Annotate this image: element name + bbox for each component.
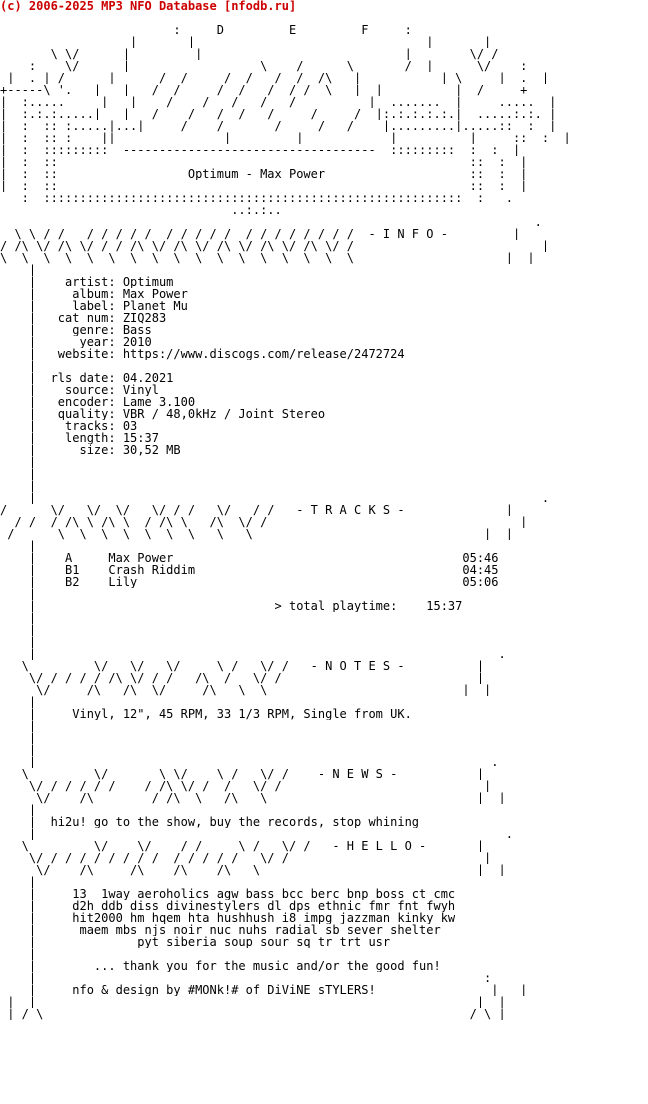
nfo-line: : :::::::::::::::::::::::::::::::::::::::::::::::::::::::::: : . [0,192,513,204]
nfo-line: | hit2000 hm hqem hta hushhush i8 impg jazzman kinky kw [0,912,456,924]
nfo-line: | B2 Lily 05:06 [0,576,499,588]
nfo-line: | : :: Optimum - Max Power :: : | [0,168,528,180]
nfo-line: | : :: : ||_______________| |____________| | :: : | [0,132,571,144]
nfo-line: | [0,360,37,372]
nfo-line: \/ /_/ /_/ /_/ / /__/ /_/ /_/ __\/_/ | [0,852,492,864]
nfo-line: | Vinyl, 12", 45 RPM, 33 1/3 RPM, Single from UK. [0,708,412,720]
nfo-line: | hi2u! go to the show, buy the records, stop whining [0,816,420,828]
nfo-line: | [0,744,37,756]
nfo-line: | [0,480,37,492]
nfo-line: | [0,804,37,816]
nfo-line: __ _| |_ _| |_ __ [0,36,564,48]
nfo-line: | nfo & design by #MONk!# of DiViNE sTYLERS! | | [0,984,528,996]
nfo-line: | [0,540,37,552]
nfo-line: |_/ \ / \_| [0,1008,506,1020]
nfo-line: | maem mbs njs noir nuc nuhs radial sb sever shelter [0,924,441,936]
nfo-line: +-----\ '. | |___/ /_____/__/___/__/_/ \___| | | /_____+ [0,84,528,96]
nfo-line: \/ /_/ /_/ /____/ /\ \/ /__/ __\/_/ | [0,780,492,792]
nfo-line: _\ \_/ /__ / /_/ /_/ /_/ /_/ /__/ /_/ /_/ /_/ / - I N F O - | [0,228,521,240]
nfo-line: | [0,876,37,888]
nfo-line: | 13 1way aeroholics agw bass bcc berc bnp boss ct cmc [0,888,456,900]
nfo-line: ___|__ ___ __ ___ __ ___ ___ __________________________________ __. [0,492,550,504]
nfo-line: | :..... | | / / / / / _____ | ....... | ..... | [0,96,557,108]
nfo-line: \ __ __ \/ _____ \ \/ __\_/ __\/ / - N E W S - | [0,768,485,780]
nfo-line: | [0,948,37,960]
nfo-line: /__ __\/ _ \/ _\/ __\/ /_/ __\/ __/ / - T R A C K S - | [0,504,513,516]
nfo-line: \/____/\________/ /\__\___/\___\_____________________________|__| [0,792,506,804]
nfo-line: | [0,264,37,276]
nfo-line: | ________________________________________________ [0,624,427,636]
nfo-line: | A Max Power 05:46 [0,552,499,564]
nfo-line: | : :: :: : | [0,180,528,192]
nfo-line: | year: 2010 [0,336,152,348]
nfo-line: | album: Max Power [0,288,188,300]
nfo-line: | [0,636,37,648]
nfo-line: | length: 15:37 [0,432,159,444]
nfo-line: | |_____________________________________________________________| | [0,996,506,1008]
nfo-line: | : :: :: : | [0,156,528,168]
nfo-line: /_/ /_/\_\_/\_\__/_/\_\___/\__\/_/ | [0,516,528,528]
nfo-line: | [0,588,37,600]
nfo-line: | ... thank you for the music and/or the good fun! [0,960,441,972]
nfo-line: /______\__\__\__\__\__\__\___\___\________________________________|__| [0,528,513,540]
nfo-line: | B1 Crash Riddim 04:45 [0,564,499,576]
nfo-line: \_\/______| |________ _______________ |_______ \/_/ [0,48,499,60]
nfo-line: | source: Vinyl [0,384,159,396]
nfo-line: | website: https://www.discogs.com/release/2472724 [0,348,405,360]
nfo-line: _|________ ____ _____ ______ ______________________________ __. [0,828,513,840]
nfo-line: | tracks: 03 [0,420,138,432]
nfo-line: |_ . |_/______|_ / / / / / / /\ |_ _______ _|_\____ |_ . _| [0,72,550,84]
nfo-line: \/_/ /_/ /_/\_\/_/ /___/\__/ __\/_/ | [0,672,485,684]
nfo-line: _:_ \/ | ____ _\ / \_ / | \/ _:_ [0,60,535,72]
nfo-line: _:_ D E F _:_ [0,24,420,36]
nfo-line: _|___________________________________________________________ _:_ [0,972,499,984]
nfo-line: \/_____/\___/\__\/_____/\___\__\___________________________|__| [0,684,492,696]
nfo-line: | [0,696,37,708]
nfo-line: | : ::::::::: ----------------------------------- ::::::::: : : | [0,144,521,156]
nfo-line: | d2h ddb diss divinestylers dl dps ethnic fmr fnt fwyh [0,900,456,912]
nfo-line: | [0,612,37,624]
nfo-line: | artist: Optimum [0,276,174,288]
nfo-line: | [0,720,37,732]
nfo-line: | ________________________________________________ [0,468,427,480]
nfo-line: | rls date: 04.2021 [0,372,174,384]
nfo-line: \ __ __ \/ _ \/ __\/ ___ \_/ __\/ / - N O T E S - | [0,660,485,672]
nfo-line: | pyt siberia soup sour sq tr trt usr [0,936,391,948]
nfo-line: | [0,456,37,468]
nfo-line: | > total playtime: 15:37 [0,600,463,612]
nfo-line: | :.:.:.....| | / / / /___/___ / ___/ |:.:.:.:.:.| .....:.:. | [0,108,557,120]
nfo-line: | quality: VBR / 48,0kHz / Joint Stereo [0,408,326,420]
nfo-line: \__\__\__\__\__\__\__\__\__\__\__\__\__\__\__\__\_____________________|__| [0,252,535,264]
nfo-line: \ __ __ \/ __ \/ ___/ / __ \_/ __\/ / - H E L L O - | [0,840,485,852]
nfo-line: | encoder: Lame 3.100 [0,396,196,408]
nfo-line: | size: 30,52 MB [0,444,181,456]
nfo-line: | : :: :.....|...|_____/____/_______/_____/ /____|.........|.....:: : | [0,120,557,132]
nfo-line: /_/\_\/_/\_\/_/ /_/\_\/_/\_\/_/\_\/_/\_\/_/\_\/_/ | [0,240,550,252]
nfo-line: __ __ __ __ ___ __ __ __ ____ __ ______________________ __. [0,216,542,228]
nfo-line: | genre: Bass [0,324,152,336]
nfo-line: ..:.:.. [0,204,282,216]
header-link[interactable]: (c) 2006-2025 MP3 NFO Database [nfodb.ru] [0,0,297,12]
nfo-line: _|________ ___ ___ ______ _____ _________________________ __. [0,648,506,660]
nfo-line: \/____/\_____/\____/\____/\___\______________________________|__| [0,864,506,876]
nfo-line: _|________ _________ ______ ______________________________ __. [0,756,499,768]
nfo-line: | label: Planet Mu [0,300,188,312]
nfo-line: | ________________________________________________ [0,732,427,744]
nfo-line: | cat num: ZIQ283 [0,312,167,324]
